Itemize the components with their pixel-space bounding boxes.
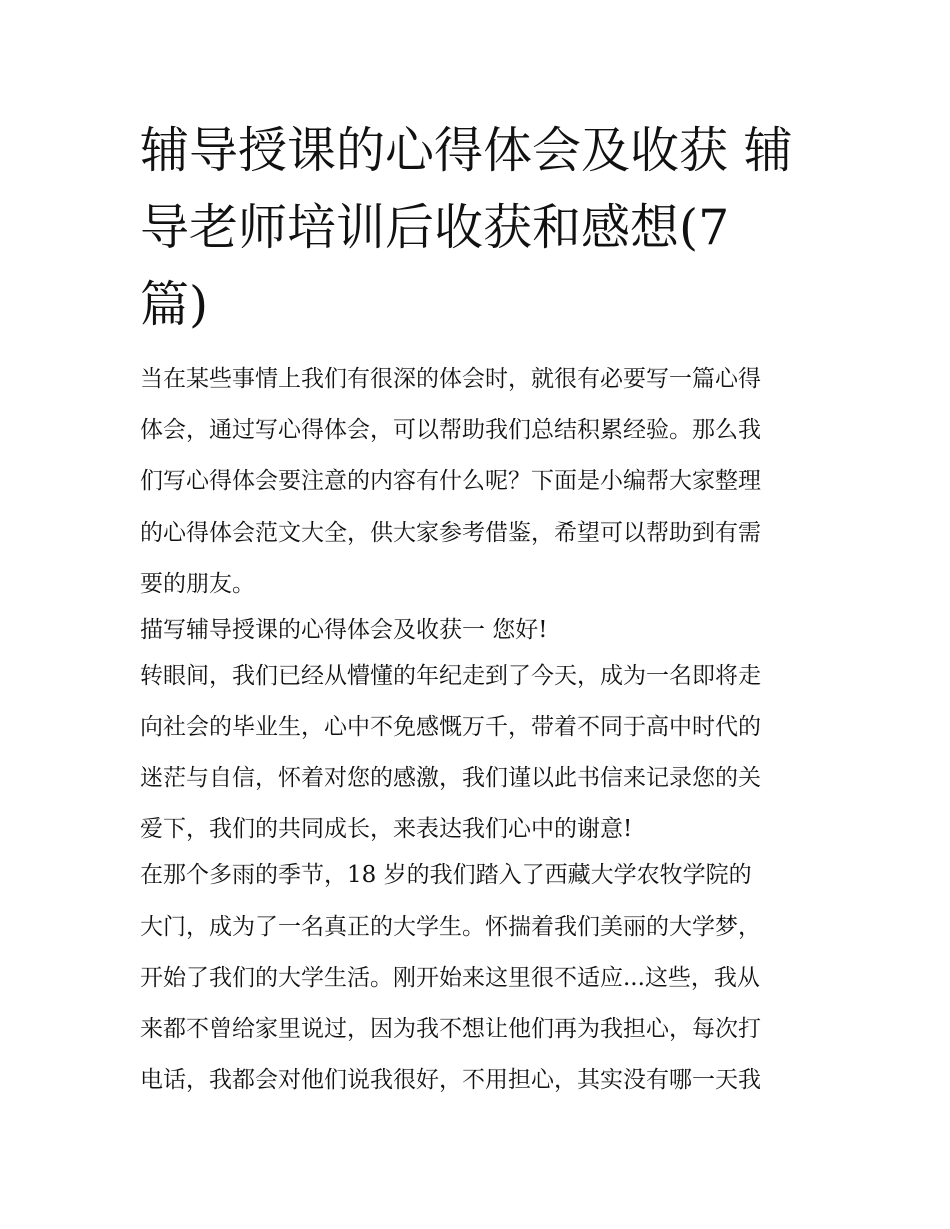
text-line: 要的朋友。 [140,570,255,597]
document-body [140,358,830,1110]
text-line: 转眼间，我们已经从懵懂的年纪走到了今天，成为一名即将走 [140,662,761,689]
document-title [140,112,830,343]
text-line: 开始了我们的大学生活。刚开始来这里很不适应...这些，我从 [140,964,760,991]
text-line: 当在某些事情上我们有很深的体会时，就很有必要写一篇心得 [140,366,761,392]
text-line: 迷茫与自信，怀着对您的感激，我们谨以此书信来记录您的关 [140,765,761,792]
section-heading-line: 描写辅导授课的心得体会及收获一 您好! [140,616,548,643]
text-line: 电话，我都会对他们说我很好，不用担心，其实没有哪一天我 [140,1067,761,1094]
text-line: 的心得体会范文大全，供大家参考借鉴，希望可以帮助到有需 [140,519,761,546]
title-line: 辅导授课的心得体会及收获 辅 [140,122,793,179]
text-line: 来都不曾给家里说过，因为我不想让他们再为我担心，每次打 [140,1015,761,1042]
text-line: 在那个多雨的季节，18 岁的我们踏入了西藏大学农牧学院的 [140,862,752,889]
text-line: 大门，成为了一名真正的大学生。怀揣着我们美丽的大学梦， [140,913,761,940]
text-line: 们写心得体会要注意的内容有什么呢？下面是小编帮大家整理 [140,468,761,495]
title-line: 篇) [140,276,209,333]
text-line: 爱下，我们的共同成长，来表达我们心中的谢意! [140,816,633,843]
text-line: 向社会的毕业生，心中不免感慨万千，带着不同于高中时代的 [140,713,761,740]
title-line: 导老师培训后收获和感想(7 [140,199,730,256]
text-line: 体会，通过写心得体会，可以帮助我们总结积累经验。那么我 [140,417,761,444]
